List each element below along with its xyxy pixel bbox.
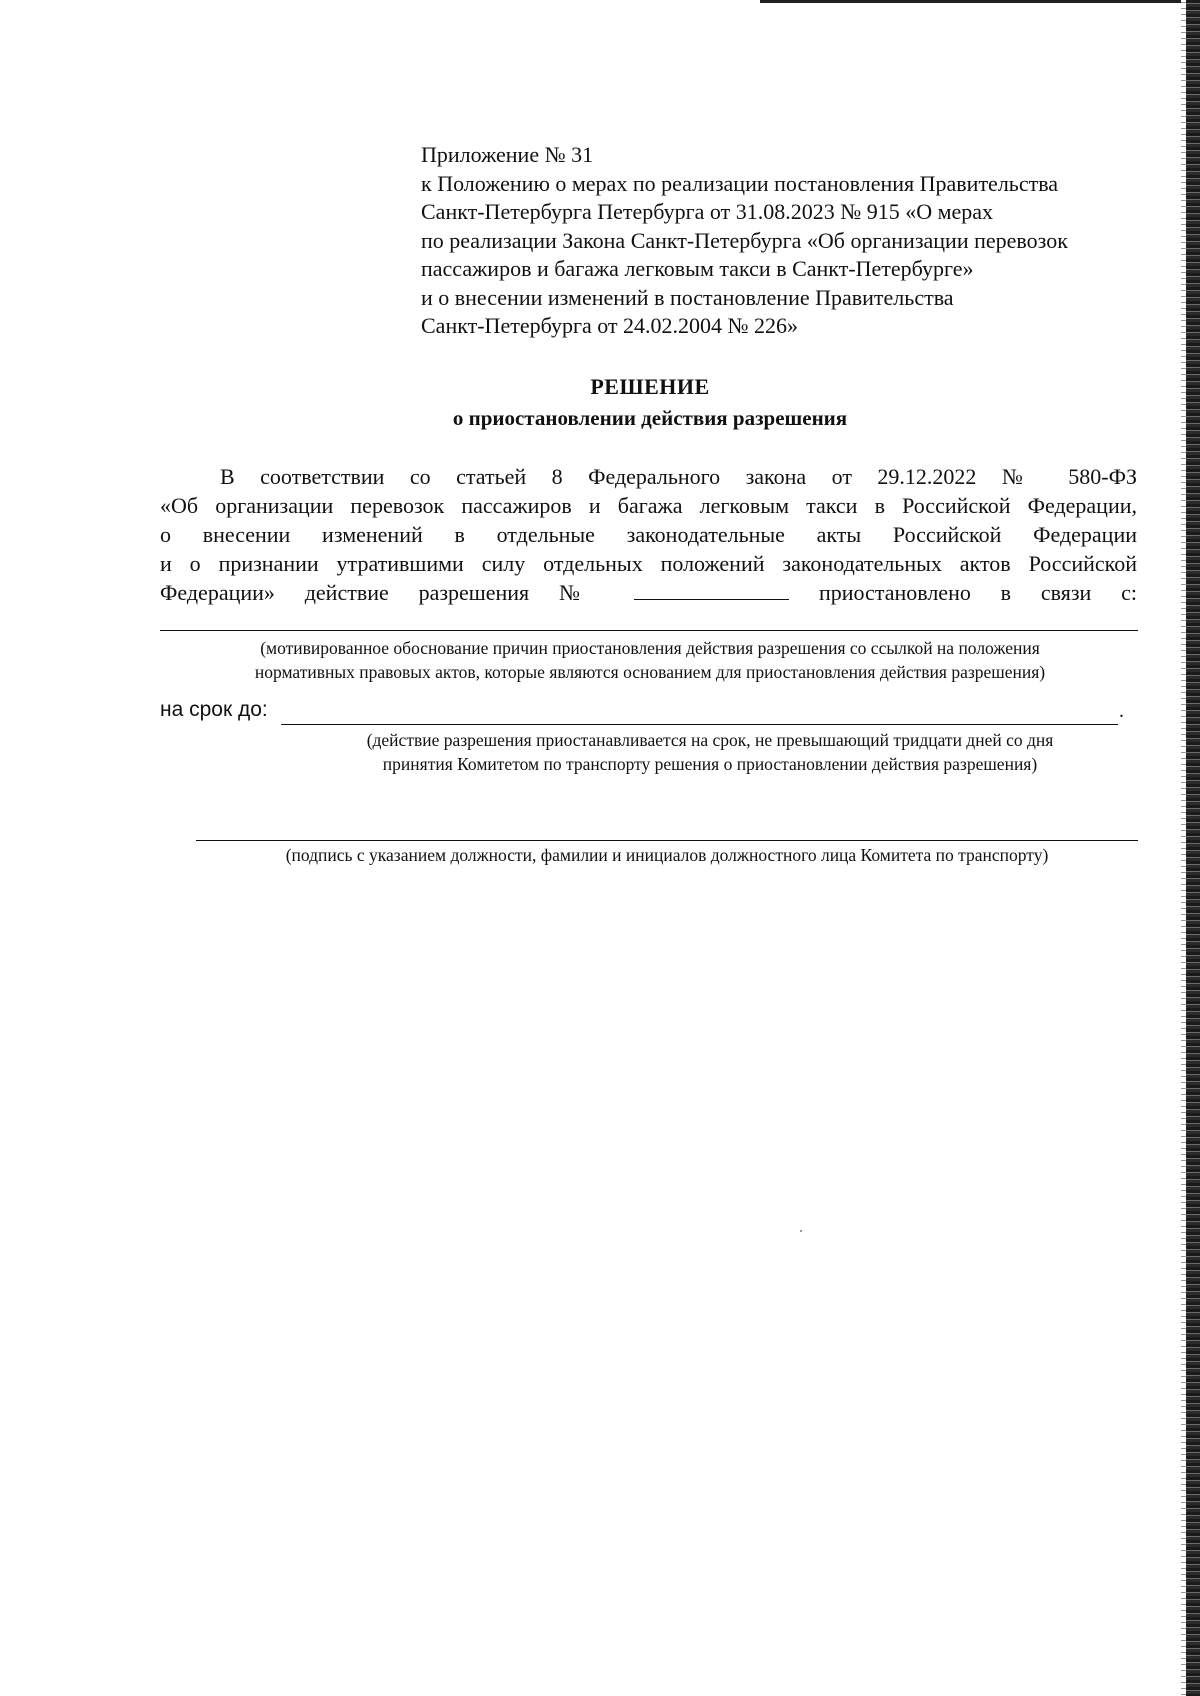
signature-line[interactable] [196,840,1138,841]
annex-line: Санкт-Петербурга от 24.02.2004 № 226» [421,313,799,338]
reason-caption-line: (мотивированное обоснование причин приостановления действия разрешения со ссылкой на положения [260,638,1040,658]
annex-header [421,141,1141,341]
scan-edge-right [1186,0,1200,1696]
body-line: «Об организации перевозок пассажиров и багажа легковым такси в Российской Федерации, [160,493,1137,518]
reason-caption [160,636,1140,684]
permit-text-after: приостановлено в связи с: [818,580,1138,605]
term-end-mark: . [1119,700,1124,722]
term-label: на срок до: [160,698,268,721]
body-line: о внесении изменений в отдельные законодательные акты Российской Федерации [160,522,1137,547]
scan-edge-top [760,0,1186,3]
permit-text-before: Федерации» действие разрешения № [160,580,605,605]
scan-speck [800,1230,802,1232]
annex-line: и о внесении изменений в постановление Правительства [421,284,954,310]
term-caption-line: принятия Комитетом по транспорту решения о приостановлении действия разрешения) [382,754,1038,774]
reason-blank-line[interactable] [160,630,1138,631]
permit-number-blank[interactable] [634,581,789,600]
body-line: В соответствии со статьей 8 Федерального закона от 29.12.2022 № 580-ФЗ [220,464,1137,489]
annex-line: пассажиров и багажа легковым такси в Санкт-Петербурге» [421,256,974,281]
term-caption [280,728,1140,776]
document-title: РЕШЕНИЕ [590,374,710,399]
annex-number: Приложение № 31 [421,142,594,167]
annex-line: Санкт-Петербурга Петербурга от 31.08.2023 № 915 «О мерах [421,199,994,224]
signature-caption: (подпись с указанием должности, фамилии и инициалов должностного лица Комитета по транспорту) [285,845,1049,865]
body-line: и о признании утратившими силу отдельных положений законодательных актов Российской [160,551,1137,576]
term-caption-line: (действие разрешения приостанавливается на срок, не превышающий тридцати дней со дня [366,730,1054,750]
term-blank-line[interactable] [281,724,1118,725]
decision-body [160,462,1137,607]
body-line-permit [160,578,1137,607]
annex-line: по реализации Закона Санкт-Петербурга «Об организации перевозок [421,227,1068,253]
reason-caption-line: нормативных правовых актов, которые являются основанием для приостановления действия разрешения) [254,662,1046,682]
document-subtitle: о приостановлении действия разрешения [452,406,848,430]
annex-line: к Положению о мерах по реализации постановления Правительства [421,170,1059,196]
